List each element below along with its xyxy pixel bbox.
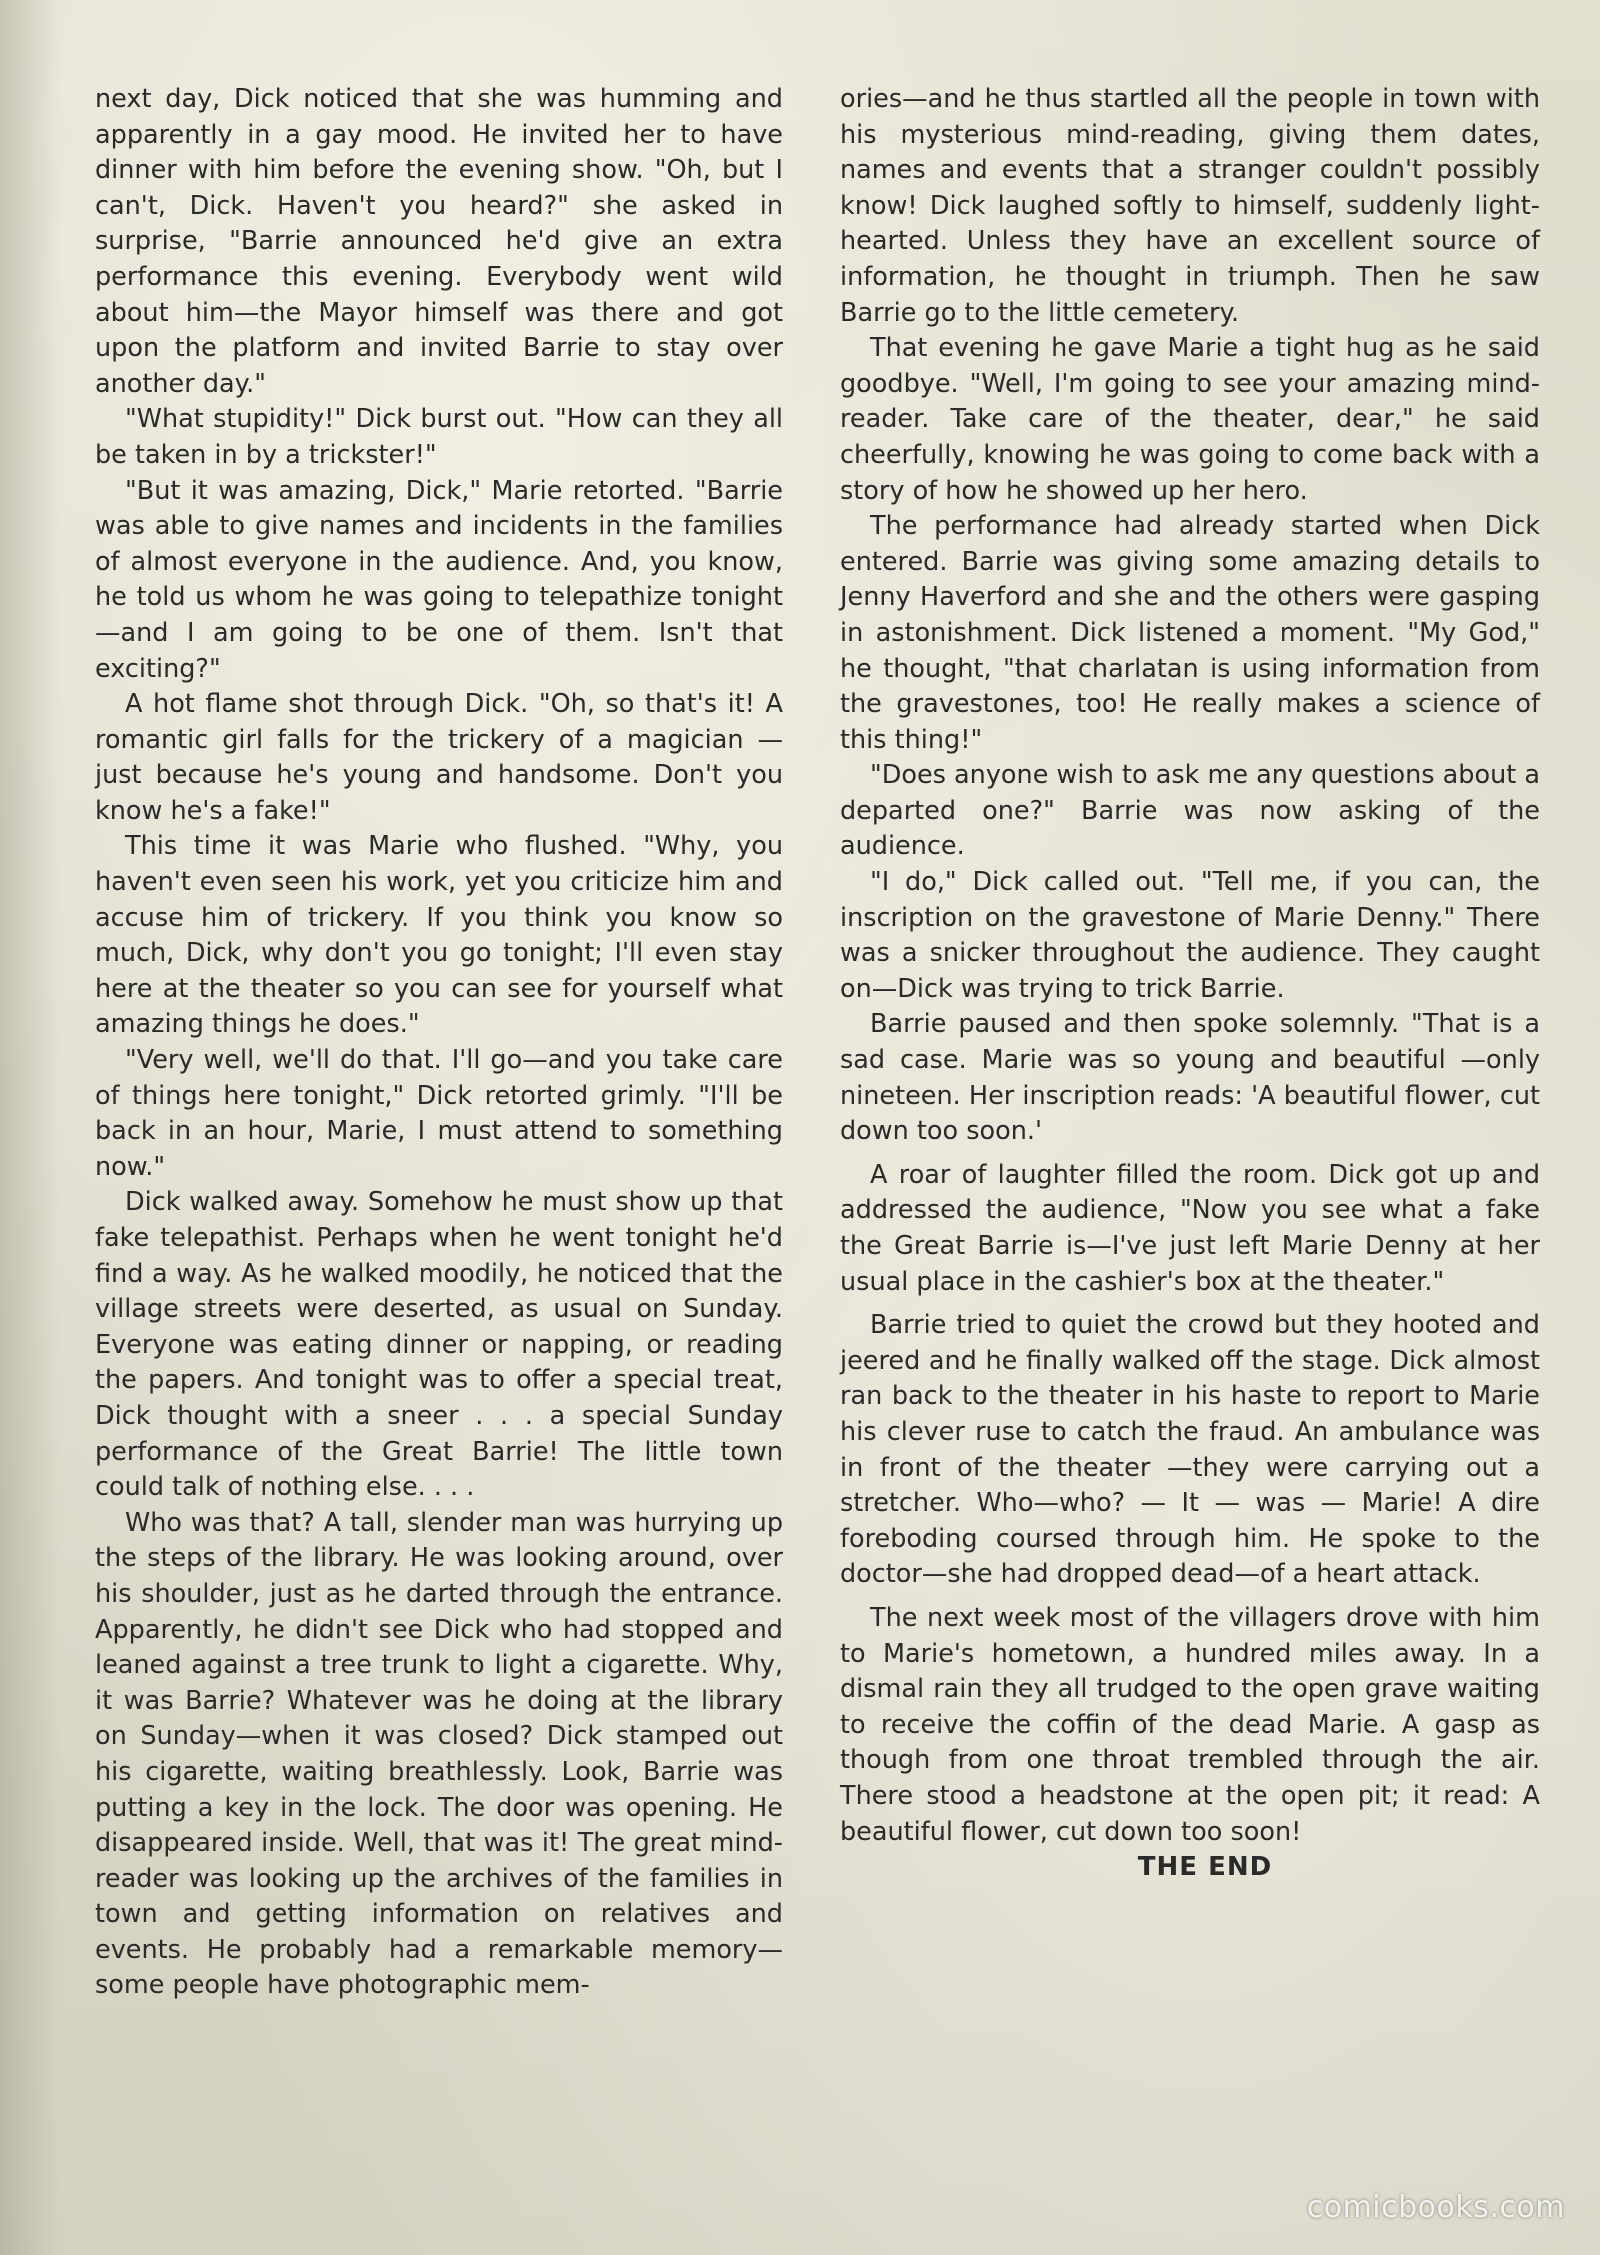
paragraph: The next week most of the villagers drove with him to Marie's hometown, a hundred miles away. In a dismal rain they all trudged to the open grave waiting to receive the coffin of the dead Marie. A gasp as though from one throat trembled through the air. There stood a headstone at the open pit; it read: A beautiful flower, cut down too soon! (840, 1602, 1540, 1847)
paragraph: Barrie paused and then spoke solemnly. "That is a sad case. Marie was so young and beautiful —only nineteen. Her inscription reads: 'A beautiful flower, cut down too soon.' (840, 1009, 1540, 1147)
the-end-label: THE END (1137, 1852, 1273, 1883)
paragraph: next day, Dick noticed that she was humming and apparently in a gay mood. He invited her to have dinner with him before the evening show. "Oh, but I can't, Dick. Haven't you heard?" she asked in surprise, "Barrie announced he'd give an extra performance this evening. Everybody went wild about him—the Mayor himself was there and got upon the platform and invited Barrie to stay over another day." (95, 84, 783, 399)
paragraph: "But it was amazing, Dick," Marie retorted. "Barrie was able to give names and incidents in the families of almost everyone in the audience. And, you know, he told us whom he was going to telepathize tonight—and I am going to be one of them. Isn't that exciting?" (95, 475, 783, 684)
paragraph: A hot flame shot through Dick. "Oh, so that's it! A romantic girl falls for the trickery of a magician — just because he's young and handsome. Don't you know he's a fake!" (95, 689, 783, 826)
left-text-column (95, 82, 783, 2004)
right-text-column (840, 82, 1540, 1886)
paragraph: Dick walked away. Somehow he must show up that fake telepathist. Perhaps when he went tonight he'd find a way. As he walked moodily, he noticed that the village streets were deserted, as usual on Sunday. Everyone was eating dinner or napping, or reading the papers. And tonight was to offer a special treat, Dick thought with a sneer . . . a special Sunday performance of the Great Barrie! The little town could talk of nothing else. . . . (95, 1187, 783, 1503)
paragraph: A roar of laughter filled the room. Dick got up and addressed the audience, "Now you see what a fake the Great Barrie is—I've just left Marie Denny at her usual place in the cashier's box at the theater." (840, 1159, 1540, 1297)
paragraph: ories—and he thus startled all the people in town with his mysterious mind-reading, giving them dates, names and events that a stranger couldn't possibly know! Dick laughed softly to himself, suddenly light-hearted. Unless they have an excellent source of information, he thought in triumph. Then he saw Barrie go to the little cemetery. (840, 84, 1540, 328)
site-watermark: comicbooks.com (1306, 2190, 1565, 2225)
paragraph: Barrie tried to quiet the crowd but they hooted and jeered and he finally walked off the stage. Dick almost ran back to the theater in his haste to report to Marie his clever ruse to catch the fraud. An ambulance was in front of the theater —they were carrying out a stretcher. Who—who? — It — was — Marie! A dire foreboding coursed through him. He spoke to the doctor—she had dropped dead—of a heart attack. (840, 1310, 1540, 1590)
paragraph: Who was that? A tall, slender man was hurrying up the steps of the library. He was looking around, over his shoulder, just as he darted through the entrance. Apparently, he didn't see Dick who had stopped and leaned against a tree trunk to light a cigarette. Why, it was Barrie? Whatever was he doing at the library on Sunday—when it was closed? Dick stamped out his cigarette, waiting breathlessly. Look, Barrie was putting a key in the lock. The door was opening. He disappeared inside. Well, that was it! The great mind-reader was looking up the archives of the families in town and getting information on relatives and events. He probably had a remarkable memory—some people have photographic mem- (95, 1507, 783, 2001)
paragraph: The performance had already started when Dick entered. Barrie was giving some amazing details to Jenny Haverford and she and the others were gasping in astonishment. Dick listened a moment. "My God," he thought, "that charlatan is using information from the gravestones, too! He really makes a science of this thing!" (840, 511, 1540, 755)
paragraph: "Very well, we'll do that. I'll go—and you take care of things here tonight," Dick retorted grimly. "I'll be back in an hour, Marie, I must attend to something now." (95, 1045, 783, 1182)
paragraph: "I do," Dick called out. "Tell me, if you can, the inscription on the gravestone of Marie Denny." There was a snicker throughout the audience. They caught on—Dick was trying to trick Barrie. (840, 867, 1540, 1004)
paragraph: That evening he gave Marie a tight hug as he said goodbye. "Well, I'm going to see your amazing mind-reader. Take care of the theater, dear," he said cheerfully, knowing he was going to come back with a story of how he showed up her hero. (840, 333, 1540, 506)
paragraph: This time it was Marie who flushed. "Why, you haven't even seen his work, yet you criticize him and accuse him of trickery. If you think you know so much, Dick, why don't you go tonight; I'll even stay here at the theater so you can see for yourself what amazing things he does." (95, 831, 783, 1040)
paragraph: "What stupidity!" Dick burst out. "How can they all be taken in by a trickster!" (95, 404, 783, 470)
paragraph: "Does anyone wish to ask me any questions about a departed one?" Barrie was now asking of the audience. (840, 760, 1540, 862)
